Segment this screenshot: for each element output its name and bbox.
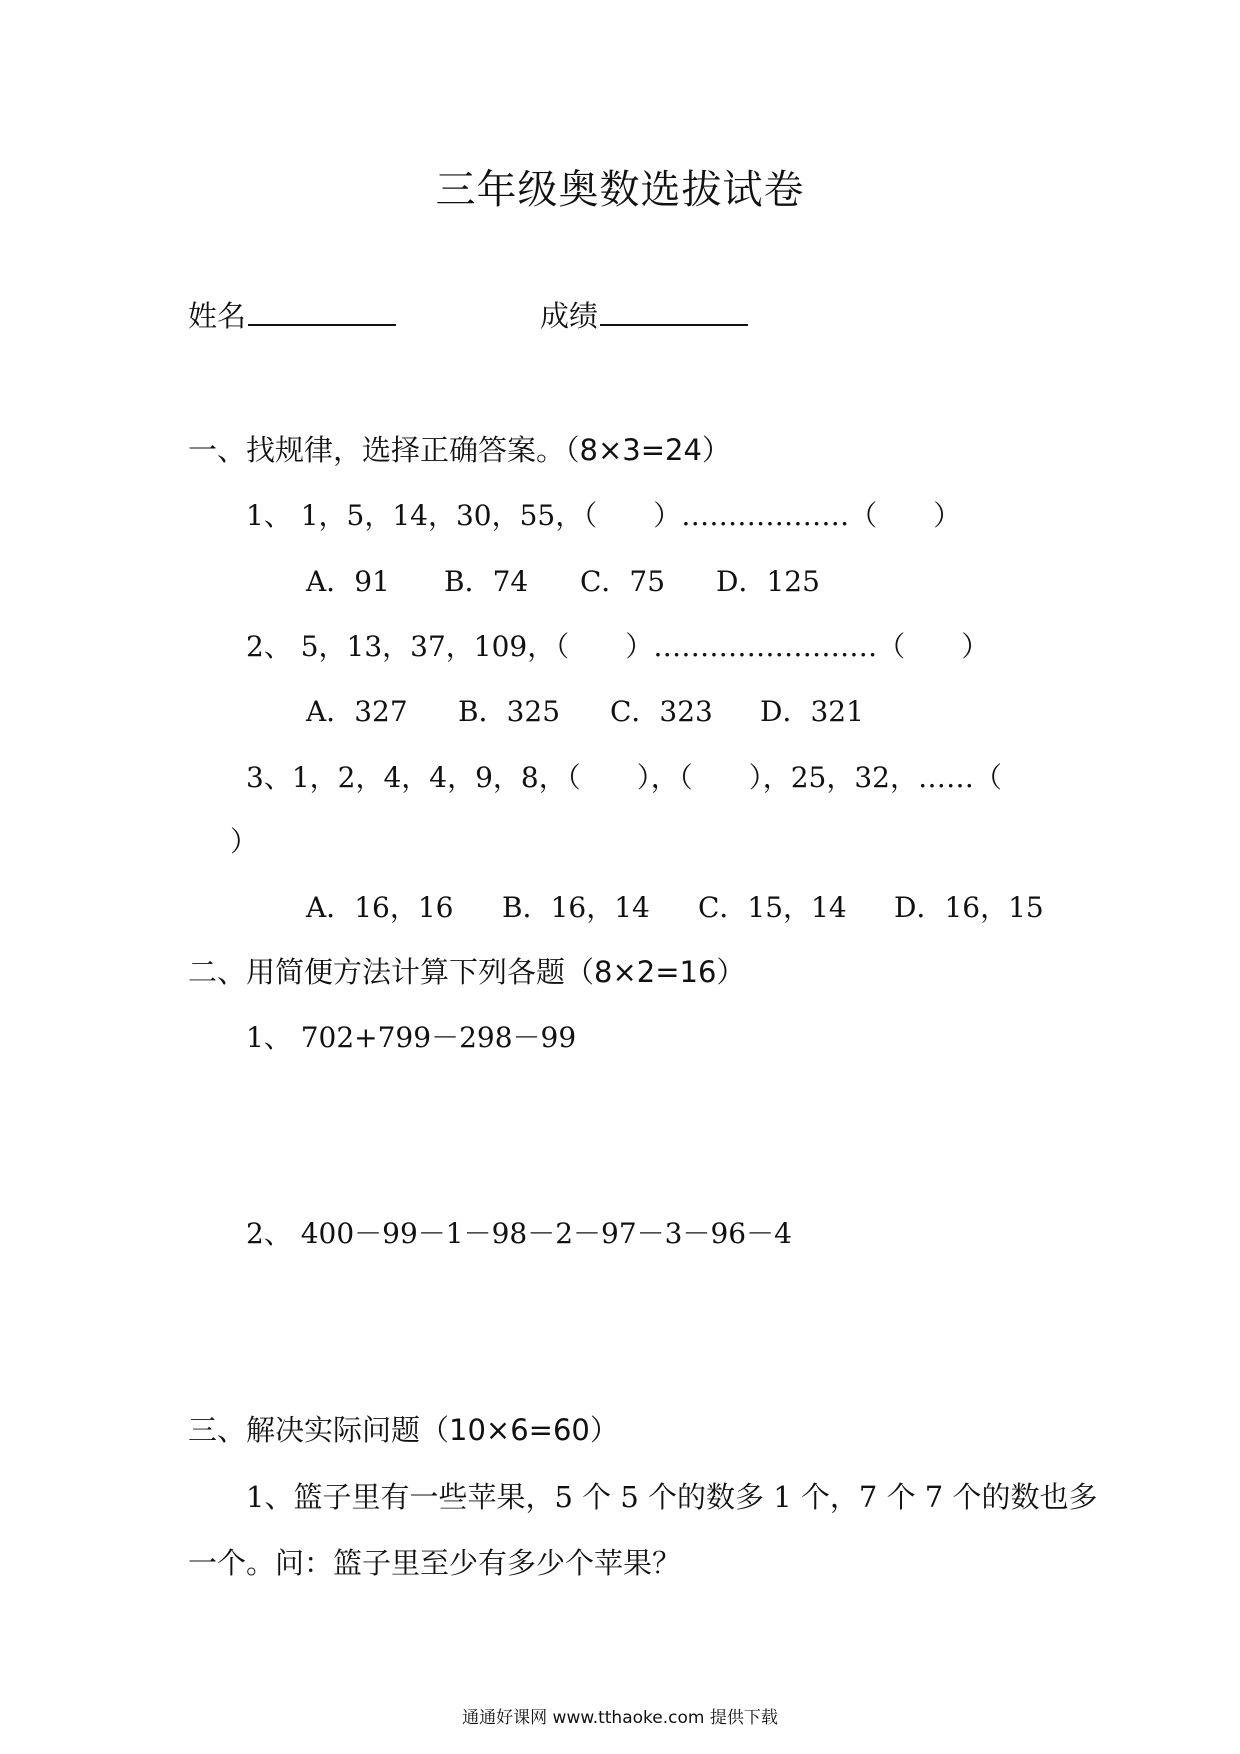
page-title: 三年级奥数选拔试卷 xyxy=(435,167,805,213)
option-a: A．327 xyxy=(306,695,408,728)
section1-question2-options xyxy=(0,690,1240,726)
option-d: D．321 xyxy=(760,695,864,728)
section2-heading: 二、用简便方法计算下列各题（8×2=16） xyxy=(188,955,746,989)
option-d: D．125 xyxy=(716,565,820,598)
score-label: 成绩 xyxy=(540,299,599,333)
section1-question3-options xyxy=(0,886,1240,922)
score-blank xyxy=(600,296,748,326)
section1-question1-options xyxy=(0,560,1240,596)
score-field xyxy=(540,294,748,335)
section2-question2: 2、 400－99－1－98－2－97－3－96－4 xyxy=(246,1217,792,1250)
section3-heading: 三、解决实际问题（10×6=60） xyxy=(188,1413,619,1447)
name-label: 姓名 xyxy=(188,299,247,333)
option-b: B．325 xyxy=(458,695,561,728)
name-field xyxy=(188,294,396,335)
section3-question1-line1: 1、篮子里有一些苹果，5 个 5 个的数多 1 个，7 个 7 个的数也多 xyxy=(246,1480,1098,1514)
section1-question2: 2、 5，13，37，109，（ ）……………………（ ） xyxy=(246,630,990,663)
option-c: C．15，14 xyxy=(698,891,847,924)
section3-question1-line2: 一个。问：篮子里至少有多少个苹果？ xyxy=(188,1546,682,1580)
section1-question3-continued: ） xyxy=(230,825,259,858)
option-c: C．323 xyxy=(610,695,713,728)
option-b: B．16，14 xyxy=(502,891,650,924)
section1-question3: 3、1，2，4，4，9，8，（ ），（ ），25，32，……（ xyxy=(246,761,1002,794)
option-b: B．74 xyxy=(444,565,529,598)
option-a: A．91 xyxy=(306,565,390,598)
section1-question1: 1、 1，5，14，30，55，（ ）………………（ ） xyxy=(246,499,962,532)
option-d: D．16，15 xyxy=(894,891,1044,924)
page-footer: 通通好课网 www.tthaoke.com 提供下载 xyxy=(462,1708,778,1728)
option-a: A．16，16 xyxy=(306,891,454,924)
section2-question1: 1、 702+799－298－99 xyxy=(246,1021,577,1054)
option-c: C．75 xyxy=(580,565,666,598)
name-blank xyxy=(248,296,396,326)
section1-heading: 一、找规律，选择正确答案。（8×3=24） xyxy=(188,433,731,467)
